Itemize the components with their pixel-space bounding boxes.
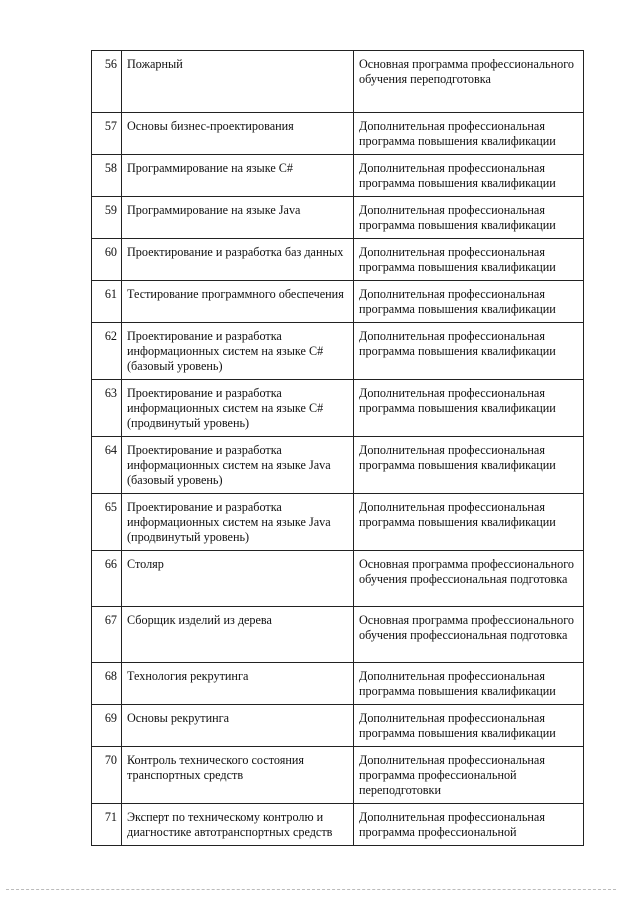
row-number: 69 — [92, 705, 122, 747]
program-name: Технология рекрутинга — [122, 663, 354, 705]
program-type: Дополнительная профессиональная программа повышения квалификации — [354, 705, 584, 747]
table-row — [92, 663, 584, 705]
row-number: 61 — [92, 281, 122, 323]
row-number: 68 — [92, 663, 122, 705]
programs-table-body — [92, 51, 584, 846]
row-number: 59 — [92, 197, 122, 239]
program-type: Дополнительная профессиональная программа повышения квалификации — [354, 494, 584, 551]
program-type: Дополнительная профессиональная программа повышения квалификации — [354, 113, 584, 155]
program-name: Тестирование программного обеспечения — [122, 281, 354, 323]
program-type: Дополнительная профессиональная программа повышения квалификации — [354, 281, 584, 323]
row-number: 58 — [92, 155, 122, 197]
row-number: 66 — [92, 551, 122, 607]
program-type: Дополнительная профессиональная программа повышения квалификации — [354, 663, 584, 705]
program-type: Основная программа профессионального обучения переподготовка — [354, 51, 584, 113]
row-number: 63 — [92, 380, 122, 437]
program-name: Основы рекрутинга — [122, 705, 354, 747]
program-type: Дополнительная профессиональная программа профессиональной — [354, 804, 584, 846]
program-type: Основная программа профессионального обучения профессиональная подготовка — [354, 607, 584, 663]
program-name: Основы бизнес-проектирования — [122, 113, 354, 155]
row-number: 56 — [92, 51, 122, 113]
program-name: Контроль технического состояния транспортных средств — [122, 747, 354, 804]
program-name: Столяр — [122, 551, 354, 607]
row-number: 70 — [92, 747, 122, 804]
programs-table — [91, 50, 584, 846]
program-name: Проектирование и разработка информационных систем на языке Java (продвинутый уровень) — [122, 494, 354, 551]
table-row — [92, 197, 584, 239]
row-number: 71 — [92, 804, 122, 846]
table-row — [92, 551, 584, 607]
row-number: 64 — [92, 437, 122, 494]
program-name: Проектирование и разработка информационных систем на языке С# (базовый уровень) — [122, 323, 354, 380]
table-row — [92, 239, 584, 281]
table-row — [92, 281, 584, 323]
row-number: 65 — [92, 494, 122, 551]
table-row — [92, 155, 584, 197]
program-type: Основная программа профессионального обучения профессиональная подготовка — [354, 551, 584, 607]
table-row — [92, 323, 584, 380]
table-row — [92, 51, 584, 113]
table-row — [92, 494, 584, 551]
table-row — [92, 747, 584, 804]
program-name: Эксперт по техническому контролю и диагностике автотранспортных средств — [122, 804, 354, 846]
program-type: Дополнительная профессиональная программа профессиональной переподготовки — [354, 747, 584, 804]
program-type: Дополнительная профессиональная программа повышения квалификации — [354, 380, 584, 437]
table-row — [92, 380, 584, 437]
program-name: Проектирование и разработка информационных систем на языке С# (продвинутый уровень) — [122, 380, 354, 437]
table-row — [92, 705, 584, 747]
row-number: 67 — [92, 607, 122, 663]
row-number: 60 — [92, 239, 122, 281]
table-row — [92, 607, 584, 663]
program-name: Проектирование и разработка информационных систем на языке Java (базовый уровень) — [122, 437, 354, 494]
program-type: Дополнительная профессиональная программа повышения квалификации — [354, 239, 584, 281]
row-number: 57 — [92, 113, 122, 155]
program-name: Сборщик изделий из дерева — [122, 607, 354, 663]
program-name: Пожарный — [122, 51, 354, 113]
row-number: 62 — [92, 323, 122, 380]
program-name: Проектирование и разработка баз данных — [122, 239, 354, 281]
program-name: Программирование на языке Java — [122, 197, 354, 239]
table-row — [92, 437, 584, 494]
program-name: Программирование на языке С# — [122, 155, 354, 197]
table-row — [92, 113, 584, 155]
scan-edge-line — [6, 889, 616, 890]
program-type: Дополнительная профессиональная программа повышения квалификации — [354, 197, 584, 239]
program-type: Дополнительная профессиональная программа повышения квалификации — [354, 437, 584, 494]
program-type: Дополнительная профессиональная программа повышения квалификации — [354, 323, 584, 380]
program-type: Дополнительная профессиональная программа повышения квалификации — [354, 155, 584, 197]
table-row — [92, 804, 584, 846]
